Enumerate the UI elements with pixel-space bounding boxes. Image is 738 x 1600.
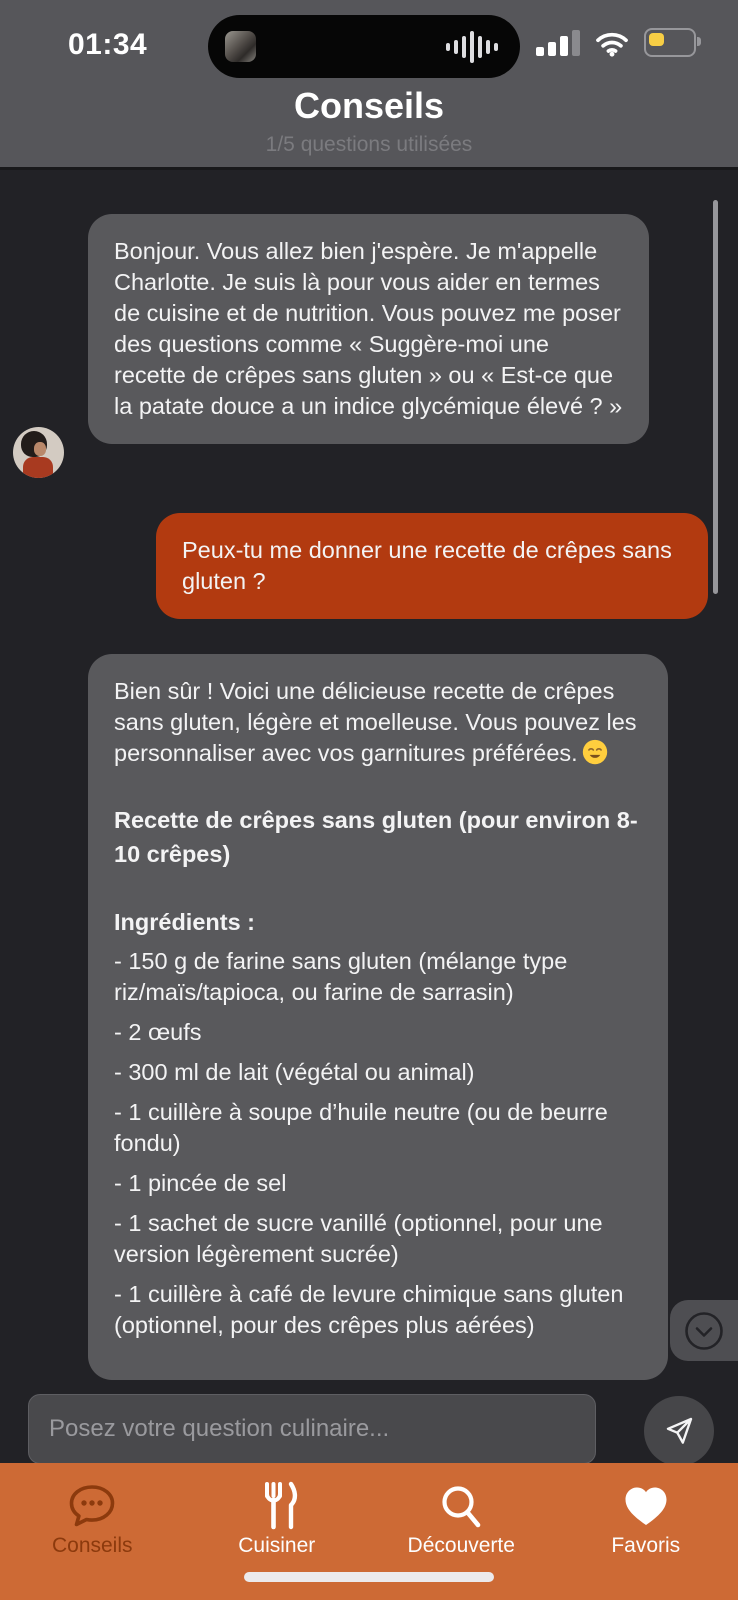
tab-conseils[interactable]	[0, 1463, 185, 1600]
user-message: Peux-tu me donner une recette de crêpes sans gluten ?	[156, 513, 708, 619]
chat-bubble-icon	[67, 1482, 117, 1530]
smiling-face-emoji-icon	[582, 739, 608, 765]
questions-quota-label: 1/5 questions utilisées	[265, 133, 473, 156]
heart-icon	[621, 1483, 671, 1529]
tab-label: Découverte	[407, 1534, 515, 1557]
cellular-signal-icon	[536, 30, 580, 56]
audio-waveform-icon	[446, 15, 498, 78]
home-indicator[interactable]	[244, 1572, 494, 1582]
scroll-to-bottom-button[interactable]	[670, 1300, 738, 1361]
dynamic-island	[208, 15, 520, 78]
tab-favoris[interactable]	[554, 1463, 738, 1600]
ingredient-item: - 150 g de farine sans gluten (mélange type riz/maïs/tapioca, ou farine de sarrasin)	[114, 948, 568, 1005]
ingredient-item: - 1 cuillère à café de levure chimique sans gluten (optionnel, pour des crêpes plus aérées)	[114, 1281, 624, 1338]
recipe-intro: Bien sûr ! Voici une délicieuse recette de crêpes sans gluten, légère et moelleuse. Vous pouvez les personnaliser avec vos garnitures préférées.	[114, 678, 637, 766]
paper-plane-icon	[662, 1414, 696, 1448]
assistant-avatar	[13, 427, 64, 478]
tab-label: Conseils	[51, 1534, 133, 1557]
recipe-title: Recette de crêpes sans gluten (pour environ 8-10 crêpes)	[114, 807, 638, 867]
battery-icon	[644, 28, 696, 57]
ingredient-item: - 1 pincée de sel	[114, 1170, 287, 1196]
question-input[interactable]	[28, 1394, 596, 1464]
chat-scrollbar[interactable]	[713, 200, 718, 594]
fork-knife-icon	[254, 1481, 300, 1531]
chevron-down-icon	[684, 1311, 724, 1351]
tab-label: Favoris	[611, 1534, 681, 1557]
bot-message-recipe	[88, 654, 668, 1380]
ingredient-item: - 1 sachet de sucre vanillé (optionnel, pour une version légèrement sucrée)	[114, 1210, 603, 1267]
ingredient-item: - 300 ml de lait (végétal ou animal)	[114, 1059, 475, 1085]
page-title: Conseils	[293, 85, 445, 126]
send-button[interactable]	[644, 1396, 714, 1466]
status-time: 01:34	[68, 28, 148, 61]
magnifier-icon	[437, 1482, 485, 1530]
ingredients-heading: Ingrédients :	[114, 909, 256, 935]
status-icons	[536, 28, 696, 57]
ingredient-item: - 1 cuillère à soupe d’huile neutre (ou de beurre fondu)	[114, 1099, 608, 1156]
ingredient-item: - 2 œufs	[114, 1019, 202, 1045]
bot-message: Bonjour. Vous allez bien j'espère. Je m'appelle Charlotte. Je suis là pour vous aider en termes de cuisine et de nutrition. Vous pouvez me poser des questions comme « Suggère-moi une recette de crêpes sans gluten » ou « Est-ce que la patate douce a un indice glycémique élevé ? »	[88, 214, 649, 444]
header	[0, 0, 738, 170]
tab-label: Cuisiner	[238, 1534, 316, 1557]
now-playing-artwork	[225, 31, 256, 62]
wifi-icon	[594, 29, 630, 57]
